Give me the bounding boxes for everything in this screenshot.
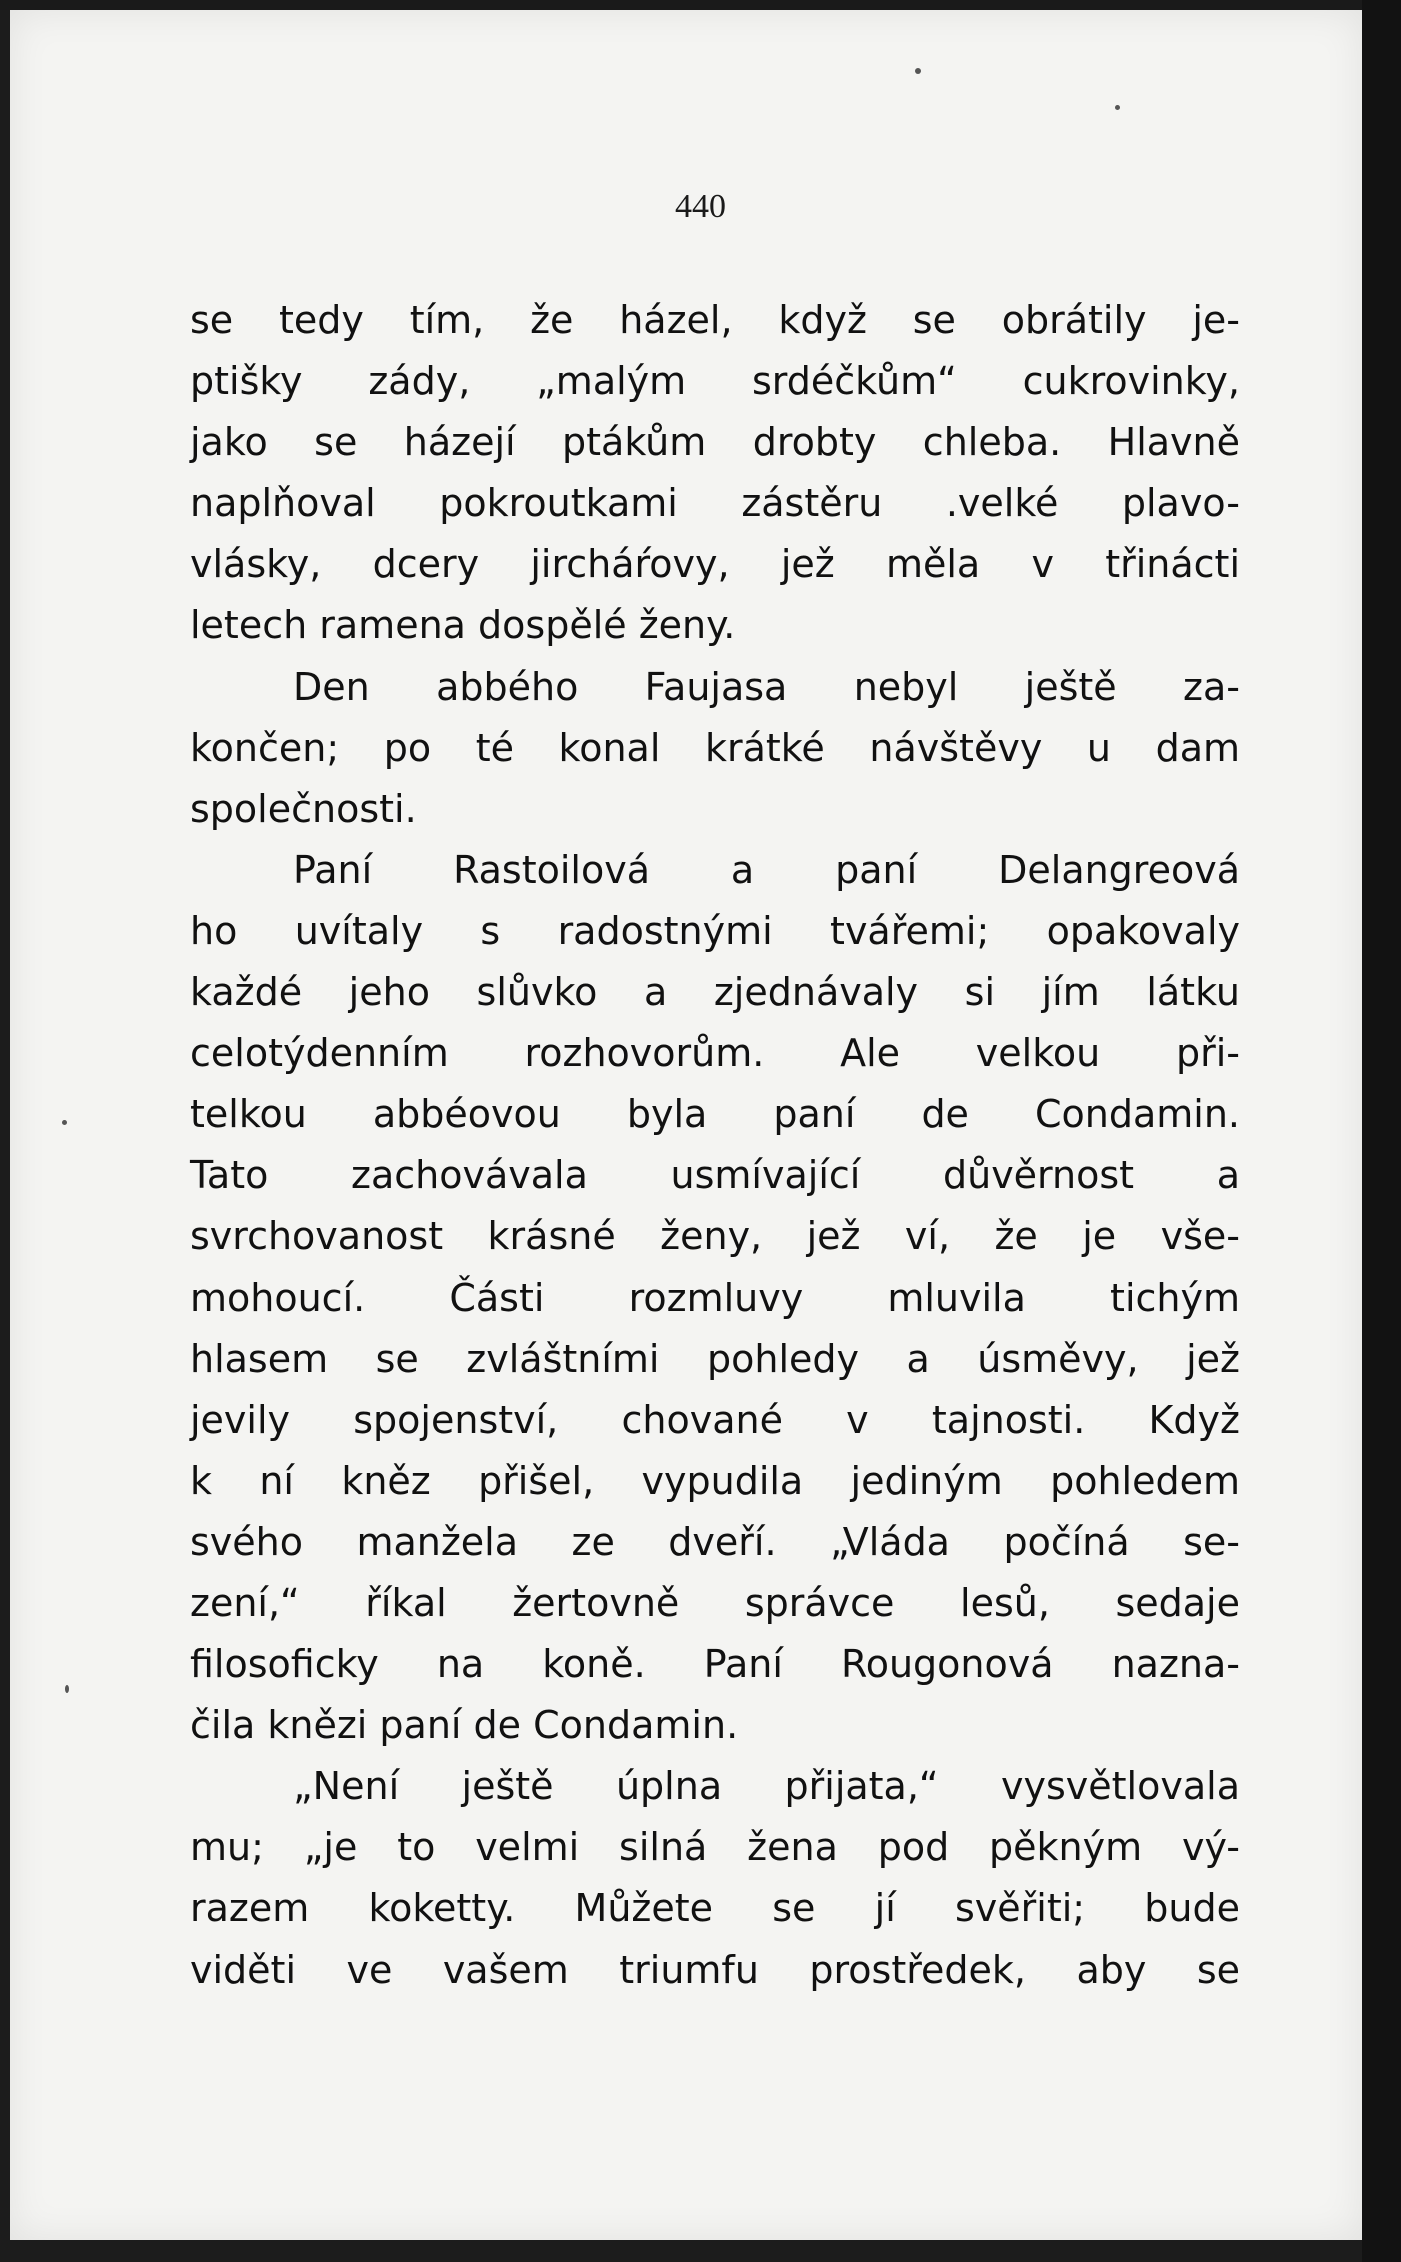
text-line: čila knězi paní de Condamin. bbox=[190, 1703, 739, 1748]
text-line: Paní Rastoilová a paní Delangreová bbox=[293, 847, 1240, 892]
scan-speck bbox=[915, 68, 921, 74]
scan-speck bbox=[1115, 105, 1120, 110]
text-line: letech ramena dospělé ženy. bbox=[190, 603, 736, 648]
text-line: „Není ještě úplna přijata,“ vysvětlovala bbox=[293, 1764, 1240, 1809]
text-line: se tedy tím, že házel, když se obrátily je- bbox=[190, 298, 1240, 342]
text-line: ptišky zády, „malým srdéčkům“ cukrovinky, bbox=[190, 359, 1240, 404]
text-line: viděti ve vašem triumfu prostředek, aby se bbox=[190, 1947, 1240, 1992]
text-line: razem koketty. Můžete se jí svěřiti; bude bbox=[190, 1886, 1240, 1931]
scan-top-edge bbox=[0, 0, 1401, 10]
text-line: celotýdenním rozhovorům. Ale velkou při- bbox=[190, 1031, 1240, 1076]
page-number: 440 bbox=[675, 188, 726, 225]
text-line: k ní kněz přišel, vypudila jediným pohledem bbox=[190, 1458, 1240, 1503]
text-line: telkou abbéovou byla paní de Condamin. bbox=[190, 1092, 1240, 1137]
text-line: svrchovanost krásné ženy, jež ví, že je vše- bbox=[190, 1214, 1240, 1259]
text-line: Den abbého Faujasa nebyl ještě za- bbox=[293, 664, 1240, 709]
text-line: společnosti. bbox=[190, 786, 417, 831]
text-line: končen; po té konal krátké návštěvy u dam bbox=[190, 725, 1240, 770]
body-text bbox=[190, 290, 1240, 2001]
text-line: mohoucí. Části rozmluvy mluvila tichým bbox=[190, 1275, 1240, 1320]
text-line: vlásky, dcery jircháŕovy, jež měla v třinácti bbox=[190, 542, 1240, 587]
text-line: naplňoval pokroutkami zástěru .velké plavo- bbox=[190, 481, 1240, 526]
scan-speck bbox=[62, 1120, 67, 1125]
text-line: každé jeho slůvko a zjednávaly si jím látku bbox=[190, 970, 1240, 1015]
text-line: zení,“ říkal žertovně správce lesů, sedaje bbox=[190, 1580, 1240, 1625]
text-line: mu; „je to velmi silná žena pod pěkným vý- bbox=[190, 1825, 1240, 1870]
text-line: ho uvítaly s radostnými tvářemi; opakovaly bbox=[190, 908, 1240, 953]
text-line: Tato zachovávala usmívající důvěrnost a bbox=[190, 1153, 1240, 1198]
text-line: jevily spojenství, chované v tajnosti. Když bbox=[190, 1397, 1240, 1442]
text-line: filosoficky na koně. Paní Rougonová nazna- bbox=[190, 1642, 1240, 1687]
text-line: jako se házejí ptákům drobty chleba. Hlavně bbox=[190, 420, 1240, 465]
scan-speck bbox=[65, 1685, 69, 1693]
text-line: hlasem se zvláštními pohledy a úsměvy, jež bbox=[190, 1336, 1240, 1381]
scan-right-edge bbox=[1362, 0, 1401, 2262]
text-line: svého manžela ze dveří. „Vláda počíná se- bbox=[190, 1519, 1240, 1564]
